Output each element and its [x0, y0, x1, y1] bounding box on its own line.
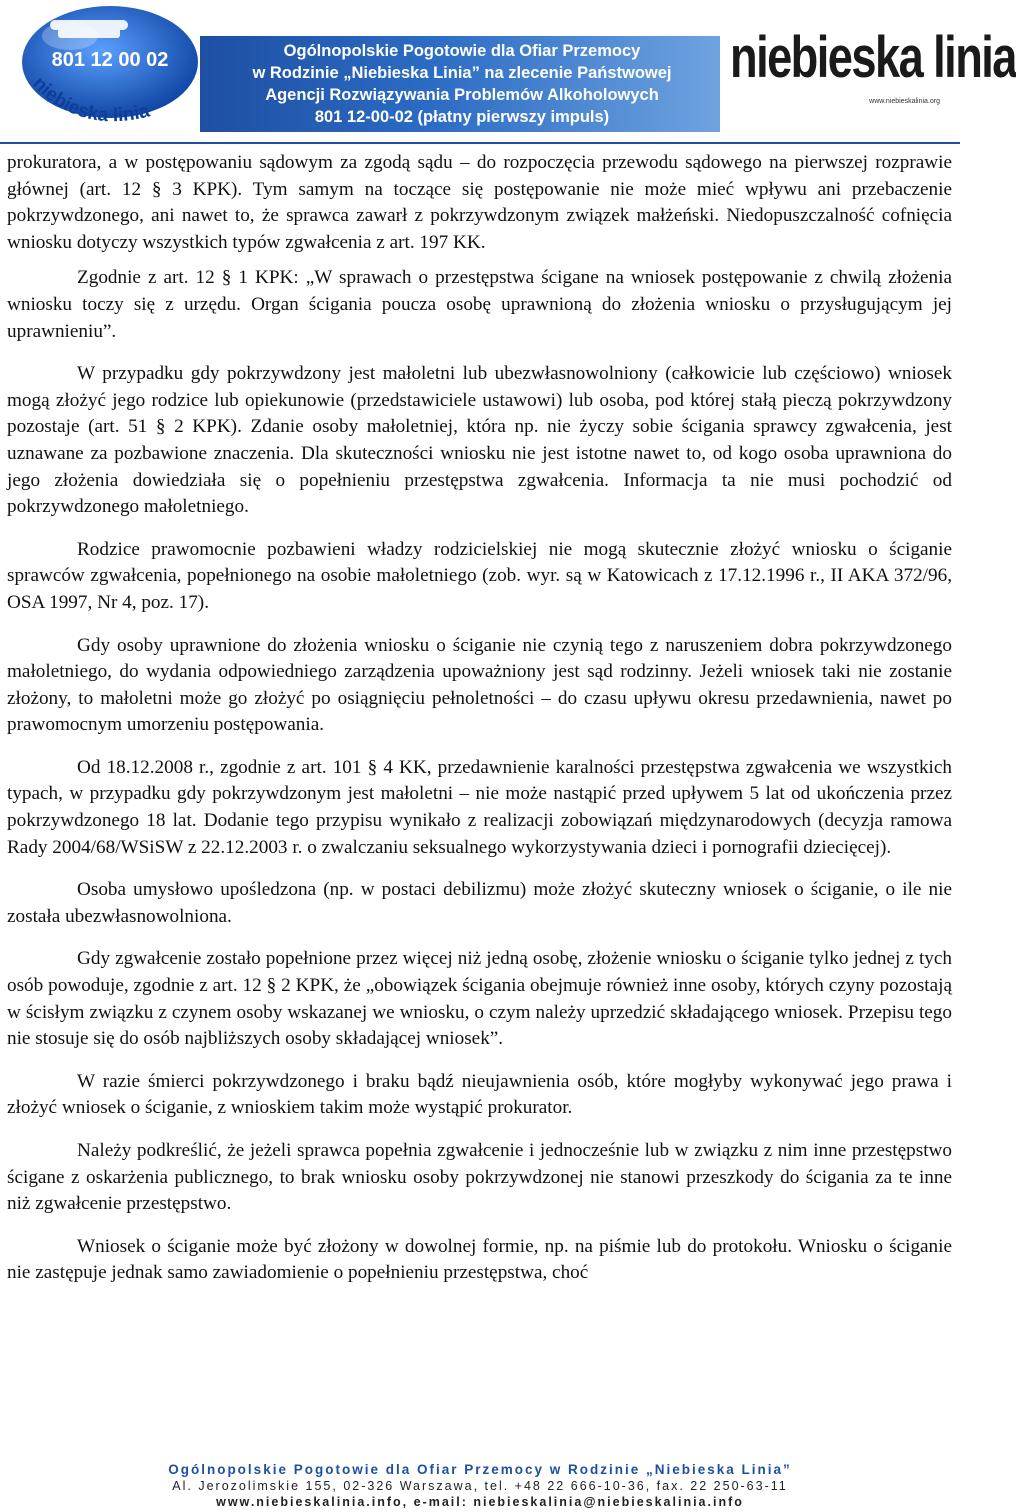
- header-line: 801 12-00-02 (płatny pierwszy impuls): [314, 108, 610, 126]
- brand-wordmark: niebieska linia: [730, 25, 1016, 90]
- paragraph: Od 18.12.2008 r., zgodnie z art. 101 § 4 KK, przedawnienie karalności przestępstwa zgwałcenia we wszystkich typach, w przypadku gdy pokrzywdzonym jest małoletni – nie może nastąpić przed upływem 5 lat od ukończenia przez pokrzywdzonego 18 lat. Dodanie tego przypisu wynikało z realizacji zobowiązań międzynarodowych (decyzja ramowa Rady 2004/68/WSiSW z 22.12.2003 r. o zwalczaniu seksualnego wykorzystywania dzieci i pornografii dziecięcej).: [7, 756, 952, 858]
- footer-contact: www.niebieskalinia.info, e-mail: niebieskalinia@niebieskalinia.info: [216, 1495, 744, 1509]
- brand-url: www.niebieskalinia.org: [869, 98, 940, 105]
- niebieska-linia-wordmark-logo: [730, 25, 1016, 118]
- paragraph: Wniosek o ściganie może być złożony w dowolnej formie, np. na piśmie lub do protokołu. Wniosku o ściganie nie zastępuje jednak samo zawiadomienie o popełnieniu przestępstwa, choć: [7, 1235, 952, 1284]
- footer-organization: Ogólnopolskie Pogotowie dla Ofiar Przemocy w Rodzinie „Niebieska Linia”: [168, 1462, 792, 1477]
- header-line: Ogólnopolskie Pogotowie dla Ofiar Przemocy: [283, 42, 641, 60]
- paragraph: W przypadku gdy pokrzywdzony jest małoletni lub ubezwłasnowolniony (całkowicie lub częściowo) wniosek mogą złożyć jego rodzice lub opiekunowie (przedstawiciele ustawowi) lub osoba, pod której stałą pieczą pokrzywdzony pozostaje (art. 51 § 2 KPK). Zdanie osoby małoletniej, która np. nie życzy sobie ścigania sprawcy zgwałcenia, jest uznawane za pozbawione znaczenia. Dla skuteczności wniosku nie jest istotne nawet to, od kogo osoba uprawniona do jego złożenia dowiedziała się o popełnieniu przestępstwa zgwałcenia. Informacja ta nie musi pochodzić od pokrzywdzonego małoletniego.: [7, 363, 952, 518]
- paragraph: Osoba umysłowo upośledzona (np. w postaci debilizmu) może złożyć skuteczny wniosek o ściganie, o ile nie została ubezwłasnowolniona.: [7, 879, 952, 927]
- niebieska-linia-phone-logo: [10, 6, 200, 130]
- paragraph: prokuratora, a w postępowaniu sądowym za zgodą sądu – do rozpoczęcia przewodu sądowego na pierwszej rozprawie głównej (art. 12 § 3 KPK). Tym samym na toczące się postępowanie nie może mieć wpływu ani przebaczenie pokrzywdzonego, ani nawet to, że sprawca zawarł z pokrzywdzonym związek małżeński. Niedopuszczalność cofnięcia wniosku dotyczy wszystkich typów zgwałcenia z art. 197 KK.: [7, 152, 952, 253]
- paragraph: W razie śmierci pokrzywdzonego i braku bądź nieujawnienia osób, które mogłyby wykonywać jego prawa i złożyć wniosek o ściganie, z wnioskiem takim może wystąpić prokurator.: [7, 1070, 952, 1119]
- header-line: Agencji Rozwiązywania Problemów Alkoholowych: [265, 86, 659, 104]
- telephone-icon: [50, 20, 128, 38]
- svg-text:801 12 00 02: 801 12 00 02: [51, 49, 169, 71]
- svg-text:niebieska linia: niebieska linia: [28, 72, 152, 127]
- paragraph: Zgodnie z art. 12 § 1 KPK: „W sprawach o przestępstwa ścigane na wniosek postępowanie z chwilą złożenia wniosku toczy się z urzędu. Organ ścigania poucza osobę uprawnioną do złożenia wniosku o przysługującym jej uprawnieniu”.: [7, 267, 952, 342]
- header-line: w Rodzinie „Niebieska Linia” na zlecenie Państwowej: [252, 64, 672, 82]
- paragraph: Rodzice prawomocnie pozbawieni władzy rodzicielskiej nie mogą skutecznie złożyć wniosku o ściganie sprawców zgwałcenia, popełnionego na osobie małoletniego (zob. wyr. są w Katowicach z 17.12.1996 r., II AKA 372/96, OSA 1997, Nr 4, poz. 17).: [7, 538, 952, 613]
- header-divider: [0, 142, 960, 144]
- paragraph: Gdy zgwałcenie zostało popełnione przez więcej niż jedną osobę, złożenie wniosku o ściganie tylko jednej z tych osób powoduje, zgodnie z art. 12 § 2 KPK, że „obowiązek ścigania obejmuje również inne osoby, których czyny pozostają w ścisłym związku z czynem osoby wskazanej we wniosku, o czym należy uprzedzić składającego wniosek. Przepisu tego nie stosuje się do osób najbliższych osoby składającej wniosek”.: [7, 948, 952, 1050]
- paragraph: Należy podkreślić, że jeżeli sprawca popełnia zgwałcenie i jednocześnie lub w związku z nim inne przestępstwo ścigane z oskarżenia publicznego, to brak wniosku osoby pokrzywdzonej nie stanowi przeszkody do ścigania za te inne niż zgwałcenie przestępstwo.: [7, 1140, 952, 1215]
- footer-address: Al. Jerozolimskie 155, 02-326 Warszawa, tel. +48 22 666-10-36, fax. 22 250-63-11: [172, 1479, 788, 1493]
- document-body: [7, 150, 952, 1287]
- page-footer: [0, 1462, 960, 1512]
- header-organization-text: [212, 40, 712, 128]
- paragraph: Gdy osoby uprawnione do złożenia wniosku o ściganie nie czynią tego z naruszeniem dobra pokrzywdzonego małoletniego, do wydania odpowiedniego zarządzenia upoważniony jest sąd rodzinny. Jeżeli wniosek taki nie zostanie złożony, to małoletni może go złożyć po osiągnięciu pełnoletności – do czasu upływu okresu przedawnienia, nawet po prawomocnym umorzeniu postępowania.: [7, 634, 952, 736]
- page-header: [0, 0, 1016, 140]
